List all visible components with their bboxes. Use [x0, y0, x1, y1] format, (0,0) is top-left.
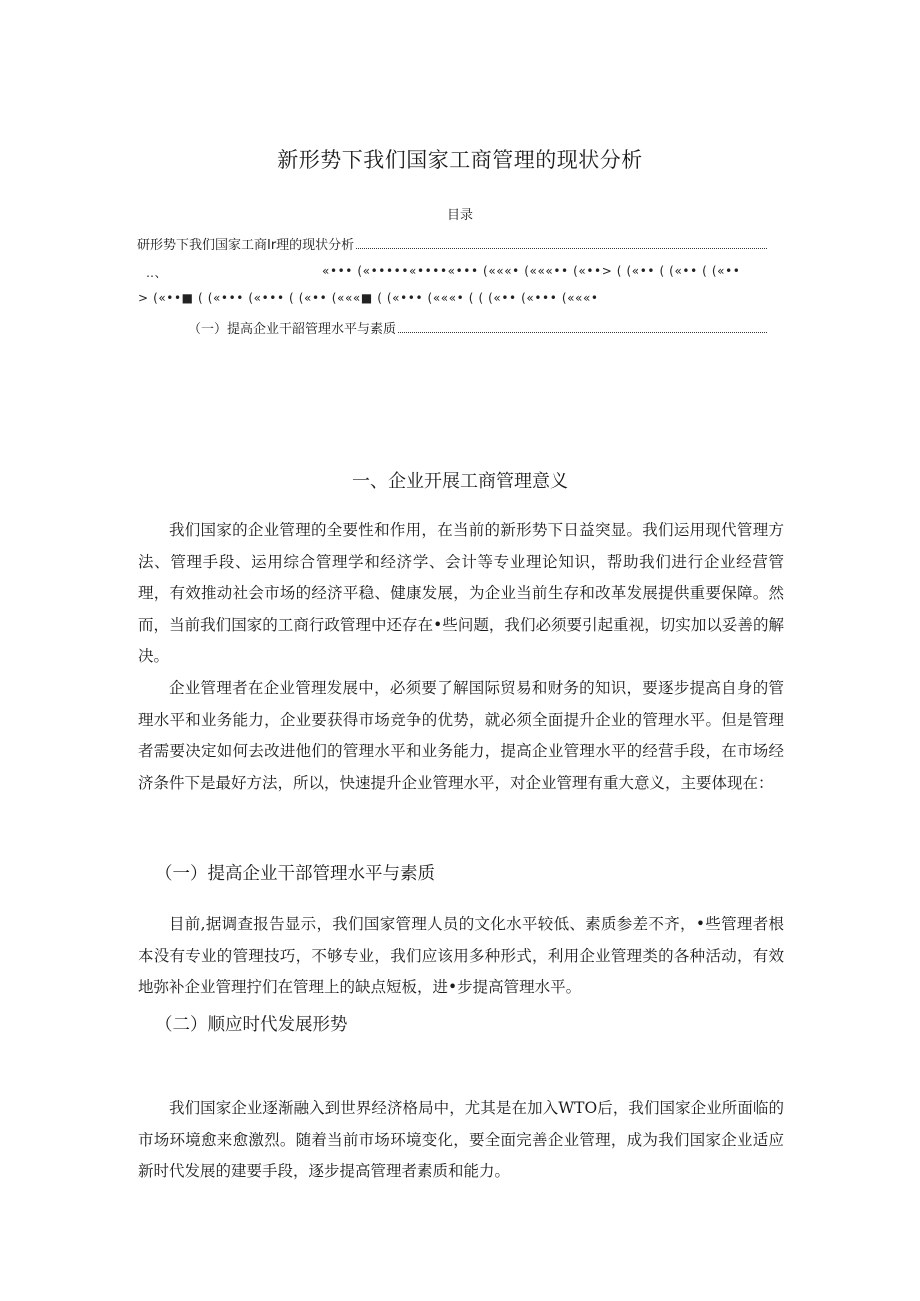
toc-garbled-text-a: ‥、: [146, 266, 168, 280]
subsection-heading: （二）顺应时代发展形势: [155, 1015, 348, 1035]
toc-entry-subsection[interactable]: [188, 318, 769, 337]
section-heading: 一、企业开展工商管理意义: [352, 471, 568, 492]
toc-garbled-text-b: «••• («•••••«••••«••• («««• («««•• («••> ( («•• ( («•• ( («••: [322, 264, 741, 278]
body-paragraph: 企业管理者在企业管理发展中，必须要了解国际贸易和财务的知识，要逐步提高自身的管理水平和业务能力，企业要获得市场竞争的优势，就必须全面提升企业的管理水平。但是管理者需要决定如何去改进他们的管理水平和业务能力，提高企业管理水平的经营手段，在市场经济条件下是最好方法，所以，快速提升企业管理水平，对企业管理有重大意义，主要体现在：: [138, 679, 784, 792]
toc-heading: 目录: [446, 208, 473, 223]
body-paragraph: 我们国家的企业管理的全要性和作用，在当前的新形势下日益突显。我们运用现代管理方法、管理手段、运用综合管理学和经济学、会计等专业理论知识，帮助我们进行企业经营管理，有效推动社会市场的经济平稳、健康发展，为企业当前生存和改革发展提供重要保障。然而，当前我们国家的工商行政管理中还存在•些问题，我们必须要引起重视，切实加以妥善的解决。: [138, 521, 784, 665]
toc-entry-subsection-label: （一）提高企业干韶管理水平与素质: [188, 322, 397, 337]
toc-dot-leader: [398, 331, 767, 333]
toc-dot-leader: [356, 247, 767, 249]
toc-garbled-text-c: > («••■ ( («••• («••• ( («•• («««■ ( («••• («««• ( ( («•• («••• («««•: [138, 291, 599, 305]
subsection-heading: （一）提高企业干部管理水平与素质: [155, 864, 435, 884]
body-paragraph: 我们国家企业逐渐融入到世界经济格局中，尤其是在加入WTO后，我们国家企业所面临的市场环境愈来愈激烈。随着当前市场环境变化，要全面完善企业管理，成为我们国家企业适应新时代发展的建要手段，逐步提高管理者素质和能力。: [138, 1099, 784, 1180]
body-paragraph: 目前,据调查报告显示，我们国家管理人员的文化水平较低、素质参差不齐，•些管理者根本没有专业的管理技巧，不够专业，我们应该用多种形式，利用企业管理类的各种活动，有效地弥补企业管理拧们在管理上的缺点短板，进•步提高管理水平。: [138, 915, 784, 996]
toc-entry-main-label: 研形势下我们国家工商Ir理的现状分析: [137, 238, 355, 253]
toc-entry-main[interactable]: [137, 234, 769, 253]
document-title: 新形势下我们国家工商管理的现状分析: [277, 148, 643, 172]
